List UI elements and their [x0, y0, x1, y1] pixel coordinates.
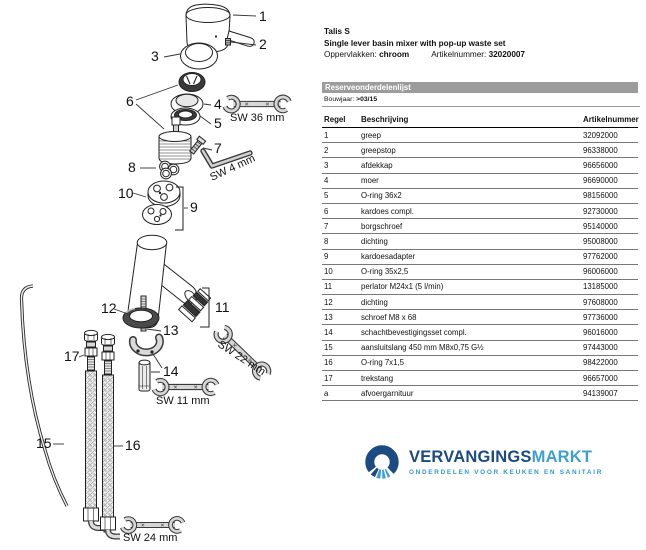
- cell-artikelnummer: 97608000: [583, 295, 638, 310]
- logo-swirl-icon: [364, 444, 400, 480]
- part-label-7: 7: [214, 140, 222, 156]
- parts-table-row: [322, 203, 638, 218]
- cell-beschrijving: kardoesadapter: [361, 249, 583, 264]
- wrench-sw11-label: SW 11 mm: [156, 395, 210, 407]
- part-label-10: 10: [118, 185, 134, 201]
- part-label-5: 5: [214, 115, 222, 131]
- article-label: Artikelnummer:: [431, 50, 487, 59]
- part-elbow-fittings: [84, 508, 121, 537]
- part-grub-screw: [226, 39, 231, 46]
- cell-regel: 6: [322, 203, 361, 218]
- cell-beschrijving: moer: [361, 173, 583, 188]
- part-adapter-discs: [143, 181, 181, 225]
- cell-beschrijving: O-ring 7x1,5: [361, 355, 583, 370]
- cell-artikelnummer: 13185000: [583, 279, 638, 294]
- part-labels: [36, 8, 267, 453]
- parts-table-row: [322, 386, 638, 401]
- surface-value: chroom: [379, 50, 410, 59]
- parts-table-row: [322, 173, 638, 188]
- cell-regel: 9: [322, 249, 361, 264]
- parts-table-row: [322, 355, 638, 370]
- cell-artikelnummer: 96657000: [583, 371, 638, 386]
- cell-regel: 13: [322, 310, 361, 325]
- part-label-12: 12: [101, 300, 117, 316]
- cell-regel: 4: [322, 173, 361, 188]
- cell-regel: 7: [322, 219, 361, 234]
- cell-regel: 1: [322, 128, 361, 143]
- parts-table-row: [322, 279, 638, 294]
- cell-regel: 8: [322, 234, 361, 249]
- part-label-15: 15: [36, 435, 52, 451]
- cell-regel: 12: [322, 295, 361, 310]
- cell-artikelnummer: 98422000: [583, 355, 638, 370]
- col-regel: Regel: [322, 112, 361, 128]
- part-label-17: 17: [64, 348, 80, 364]
- parts-table-row: [322, 371, 638, 386]
- part-label-13: 13: [163, 322, 179, 338]
- cell-artikelnummer: 97762000: [583, 249, 638, 264]
- brand-primary: VERVANGINGS: [409, 448, 532, 466]
- part-label-6: 6: [126, 93, 134, 109]
- cell-regel: 16: [322, 355, 361, 370]
- cell-regel: 3: [322, 158, 361, 173]
- cell-regel: 14: [322, 325, 361, 340]
- cell-artikelnummer: 97443000: [583, 340, 638, 355]
- cell-artikelnummer: 96338000: [583, 143, 638, 158]
- cell-regel: a: [322, 386, 361, 401]
- build-year-label: Bouwjaar:: [324, 96, 355, 103]
- cell-beschrijving: O-ring 36x2: [361, 188, 583, 203]
- wrench-sw22-label: SW 22 mm: [215, 338, 268, 379]
- part-label-1: 1: [259, 8, 267, 24]
- cell-artikelnummer: 96690000: [583, 173, 638, 188]
- parts-table: [322, 112, 638, 401]
- cell-beschrijving: perlator M24x1 (5 l/min): [361, 279, 583, 294]
- parts-table-row: [322, 340, 638, 355]
- cell-beschrijving: schroef M8 x 68: [361, 310, 583, 325]
- wrench-sw24-icon: [122, 517, 184, 533]
- cell-beschrijving: dichting: [361, 295, 583, 310]
- cell-artikelnummer: 94139007: [583, 386, 638, 401]
- product-meta: [324, 49, 525, 61]
- cell-artikelnummer: 92730000: [583, 203, 638, 218]
- vervangingsmarkt-logo: [364, 444, 603, 480]
- cell-artikelnummer: 95140000: [583, 219, 638, 234]
- surface-label: Oppervlakken:: [324, 50, 377, 59]
- parts-list-title-bar: Reserveonderdelenlijst: [322, 82, 638, 93]
- cell-artikelnummer: 98156000: [583, 188, 638, 203]
- part-spindle: [139, 360, 150, 391]
- cell-beschrijving: greep: [361, 128, 583, 143]
- parts-table-row: [322, 264, 638, 279]
- part-long-hose: [21, 286, 67, 506]
- product-description: Single lever basin mixer with pop-up waste set: [324, 38, 506, 48]
- part-cover-cap: [181, 43, 218, 69]
- build-year-value: >03/15: [356, 96, 378, 103]
- cell-regel: 2: [322, 143, 361, 158]
- part-label-11: 11: [215, 299, 230, 315]
- logo-text: [409, 449, 603, 476]
- cell-regel: 17: [322, 371, 361, 386]
- wrench-sw24-label: SW 24 mm: [123, 532, 178, 544]
- wrench-sw4-label: SW 4 mm: [208, 152, 258, 184]
- cell-beschrijving: afvoergarnituur: [361, 386, 583, 401]
- parts-table-row: [322, 325, 638, 340]
- parts-table-row: [322, 219, 638, 234]
- wrench-sw11-icon: [153, 378, 217, 395]
- parts-table-row: [322, 310, 638, 325]
- part-hoses: [86, 371, 114, 517]
- article-value: 32020007: [488, 50, 525, 59]
- cell-beschrijving: greepstop: [361, 143, 583, 158]
- wrench-sw36-icon: [224, 95, 290, 112]
- parts-table-row: [322, 143, 638, 158]
- part-clamp: [133, 338, 160, 354]
- parts-table-header: [322, 112, 638, 128]
- brand-secondary: MARKT: [531, 448, 593, 466]
- parts-table-row: [322, 188, 638, 203]
- brand-tagline: ONDERDELEN VOOR KEUKEN EN SANITAIR: [409, 469, 604, 476]
- cell-beschrijving: aansluitslang 450 mm M8x0,75 G½: [361, 340, 583, 355]
- part-label-9: 9: [190, 199, 198, 215]
- cell-regel: 10: [322, 264, 361, 279]
- exploded-view-diagram: [0, 0, 322, 550]
- col-beschrijving: Beschrijving: [361, 112, 583, 128]
- cell-regel: 5: [322, 188, 361, 203]
- parts-table-row: [322, 234, 638, 249]
- parts-table-row: [322, 295, 638, 310]
- build-year: [322, 95, 640, 107]
- parts-table-row: [322, 249, 638, 264]
- product-header: [324, 26, 525, 61]
- cell-artikelnummer: 32092000: [583, 128, 638, 143]
- cell-beschrijving: kardoes compl.: [361, 203, 583, 218]
- part-label-16: 16: [125, 437, 141, 453]
- cell-beschrijving: trekstang: [361, 371, 583, 386]
- cell-regel: 11: [322, 279, 361, 294]
- part-label-2: 2: [259, 36, 267, 52]
- cell-beschrijving: schachtbevestigingsset compl.: [361, 325, 583, 340]
- cell-beschrijving: afdekkap: [361, 158, 583, 173]
- cell-beschrijving: O-ring 35x2,5: [361, 264, 583, 279]
- part-base-seal: [123, 308, 159, 328]
- cell-regel: 15: [322, 340, 361, 355]
- cell-artikelnummer: 96006000: [583, 264, 638, 279]
- part-label-4: 4: [214, 96, 222, 112]
- brand-name: [409, 449, 603, 466]
- cell-artikelnummer: 97736000: [583, 310, 638, 325]
- leader-lines: [53, 15, 256, 446]
- cell-beschrijving: borgschroef: [361, 219, 583, 234]
- part-hose-fittings: [85, 330, 115, 374]
- parts-table-row: [322, 158, 638, 173]
- cell-artikelnummer: 96656000: [583, 158, 638, 173]
- cell-beschrijving: dichting: [361, 234, 583, 249]
- parts-table-row: [322, 128, 638, 143]
- wrench-sw36-label: SW 36 mm: [230, 112, 285, 124]
- cell-artikelnummer: 95008000: [583, 234, 638, 249]
- col-artikelnummer: Artikelnummer: [583, 112, 638, 128]
- product-name: Talis S: [324, 27, 350, 36]
- part-label-3: 3: [151, 48, 159, 64]
- part-label-14: 14: [163, 363, 179, 379]
- part-retaining-ring: [179, 73, 205, 92]
- cell-artikelnummer: 96016000: [583, 325, 638, 340]
- part-label-8: 8: [128, 159, 136, 175]
